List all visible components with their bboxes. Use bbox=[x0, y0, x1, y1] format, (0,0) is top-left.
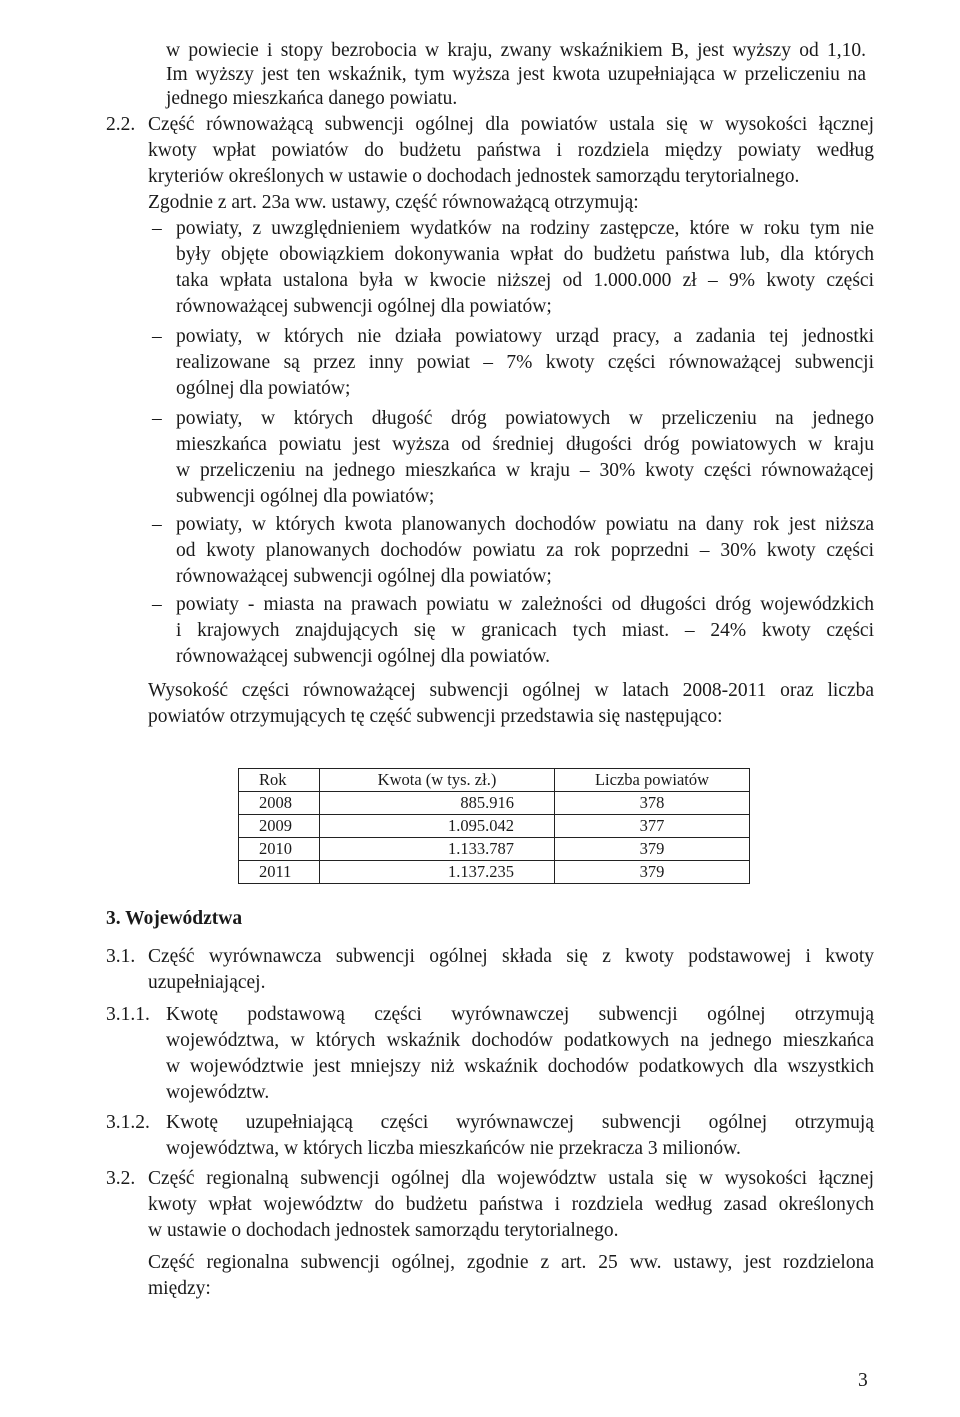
cell-amount: 885.916 bbox=[320, 792, 555, 815]
paragraph-line: kwoty wpłat powiatów do budżetu państwa i rozdziela między powiaty według bbox=[148, 140, 874, 161]
bullet-line: ogólnej dla powiatów; bbox=[176, 378, 351, 399]
column-header-amount: Kwota (w tys. zł.) bbox=[320, 769, 555, 792]
bullet-line: subwencji ogólnej dla powiatów; bbox=[176, 486, 435, 507]
paragraph-line: Kwotę uzupełniającą części wyrównawczej subwencji ogólnej otrzymują bbox=[166, 1112, 874, 1133]
paragraph-line: kwoty wpłat województw do budżetu państwa i rozdziela według zasad określonych bbox=[148, 1194, 874, 1215]
paragraph-line: województwa, w których liczba mieszkańców nie przekracza 3 milionów. bbox=[166, 1138, 741, 1159]
bullet-dash: – bbox=[152, 218, 162, 239]
paragraph-line: między: bbox=[148, 1278, 211, 1299]
paragraph-line: jednego mieszkańca danego powiatu. bbox=[166, 88, 458, 109]
table-row bbox=[239, 792, 750, 815]
bullet-line: powiaty, w których długość dróg powiatowych w przeliczeniu na jednego bbox=[176, 408, 874, 429]
bullet-dash: – bbox=[152, 326, 162, 347]
paragraph-line: powiatów otrzymujących tę część subwencji przedstawia się następująco: bbox=[148, 706, 723, 727]
section-heading: 3. Województwa bbox=[106, 908, 243, 929]
data-table bbox=[238, 768, 750, 884]
bullet-dash: – bbox=[152, 514, 162, 535]
paragraph-line: Kwotę podstawową części wyrównawczej subwencji ogólnej otrzymują bbox=[166, 1004, 874, 1025]
cell-year: 2009 bbox=[239, 815, 320, 838]
cell-count: 379 bbox=[555, 861, 750, 884]
bullet-line: były objęte obowiązkiem dokonywania wpłat do budżetu państwa lub, dla których bbox=[176, 244, 874, 265]
column-header-count: Liczba powiatów bbox=[555, 769, 750, 792]
paragraph-line: Część wyrównawcza subwencji ogólnej składa się z kwoty podstawowej i kwoty bbox=[148, 946, 874, 967]
paragraph-line: Zgodnie z art. 23a ww. ustawy, część równoważącą otrzymują: bbox=[148, 192, 639, 213]
section-number: 3.1.1. bbox=[106, 1004, 150, 1025]
cell-amount: 1.137.235 bbox=[320, 861, 555, 884]
paragraph-line: w województwie jest mniejszy niż wskaźnik dochodów podatkowych dla wszystkich bbox=[166, 1056, 874, 1077]
bullet-line: w przeliczeniu na jednego mieszkańca w kraju – 30% kwoty części równoważącej bbox=[176, 460, 874, 481]
table-header-row bbox=[239, 769, 750, 792]
column-header-year: Rok bbox=[239, 769, 320, 792]
section-number: 2.2. bbox=[106, 114, 136, 135]
bullet-line: od kwoty planowanych dochodów powiatu za rok poprzedni – 30% kwoty części bbox=[176, 540, 874, 561]
cell-year: 2010 bbox=[239, 838, 320, 861]
paragraph-line: Część równoważącą subwencji ogólnej dla powiatów ustala się w wysokości łącznej bbox=[148, 114, 874, 135]
paragraph-line: uzupełniającej. bbox=[148, 972, 266, 993]
paragraph-line: Część regionalną subwencji ogólnej dla województw ustala się w wysokości łącznej bbox=[148, 1168, 874, 1189]
cell-count: 378 bbox=[555, 792, 750, 815]
bullet-dash: – bbox=[152, 594, 162, 615]
paragraph-line: w powiecie i stopy bezrobocia w kraju, zwany wskaźnikiem B, jest wyższy od 1,10. bbox=[166, 40, 866, 61]
section-number: 3.2. bbox=[106, 1168, 136, 1189]
table-row bbox=[239, 838, 750, 861]
cell-amount: 1.095.042 bbox=[320, 815, 555, 838]
paragraph-line: w ustawie o dochodach jednostek samorządu terytorialnego. bbox=[148, 1220, 619, 1241]
bullet-line: i krajowych znajdujących się w granicach tych miast. – 24% kwoty części bbox=[176, 620, 874, 641]
paragraph-line: Im wyższy jest ten wskaźnik, tym wyższa jest kwota uzupełniająca w przeliczeniu na bbox=[166, 64, 866, 85]
paragraph-line: Część regionalna subwencji ogólnej, zgodnie z art. 25 ww. ustawy, jest rozdzielona bbox=[148, 1252, 874, 1273]
cell-year: 2008 bbox=[239, 792, 320, 815]
page-number: 3 bbox=[858, 1370, 868, 1391]
section-number: 3.1. bbox=[106, 946, 136, 967]
bullet-line: powiaty, w których nie działa powiatowy urząd pracy, a zadania tej jednostki bbox=[176, 326, 874, 347]
cell-count: 379 bbox=[555, 838, 750, 861]
section-number: 3.1.2. bbox=[106, 1112, 150, 1133]
table-row bbox=[239, 861, 750, 884]
paragraph-line: kryteriów określonych w ustawie o dochodach jednostek samorządu terytorialnego. bbox=[148, 166, 800, 187]
paragraph-line: województwa, w których wskaźnik dochodów podatkowych na jednego mieszkańca bbox=[166, 1030, 874, 1051]
bullet-line: powiaty, w których kwota planowanych dochodów powiatu na dany rok jest niższa bbox=[176, 514, 874, 535]
bullet-line: mieszkańca powiatu jest wyższa od średniej długości dróg powiatowych w kraju bbox=[176, 434, 874, 455]
table-row bbox=[239, 815, 750, 838]
bullet-line: równoważącej subwencji ogólnej dla powiatów; bbox=[176, 296, 552, 317]
bullet-line: równoważącej subwencji ogólnej dla powiatów. bbox=[176, 646, 550, 667]
bullet-line: taka wpłata ustalona była w kwocie niższej od 1.000.000 zł – 9% kwoty części bbox=[176, 270, 874, 291]
bullet-dash: – bbox=[152, 408, 162, 429]
cell-year: 2011 bbox=[239, 861, 320, 884]
bullet-line: powiaty, z uwzględnieniem wydatków na rodziny zastępcze, które w roku tym nie bbox=[176, 218, 874, 239]
cell-count: 377 bbox=[555, 815, 750, 838]
bullet-line: powiaty - miasta na prawach powiatu w zależności od długości dróg wojewódzkich bbox=[176, 594, 874, 615]
paragraph-line: województw. bbox=[166, 1082, 270, 1103]
paragraph-line: Wysokość części równoważącej subwencji ogólnej w latach 2008-2011 oraz liczba bbox=[148, 680, 874, 701]
bullet-line: realizowane są przez inny powiat – 7% kwoty części równoważącej subwencji bbox=[176, 352, 874, 373]
bullet-line: równoważącej subwencji ogólnej dla powiatów; bbox=[176, 566, 552, 587]
cell-amount: 1.133.787 bbox=[320, 838, 555, 861]
